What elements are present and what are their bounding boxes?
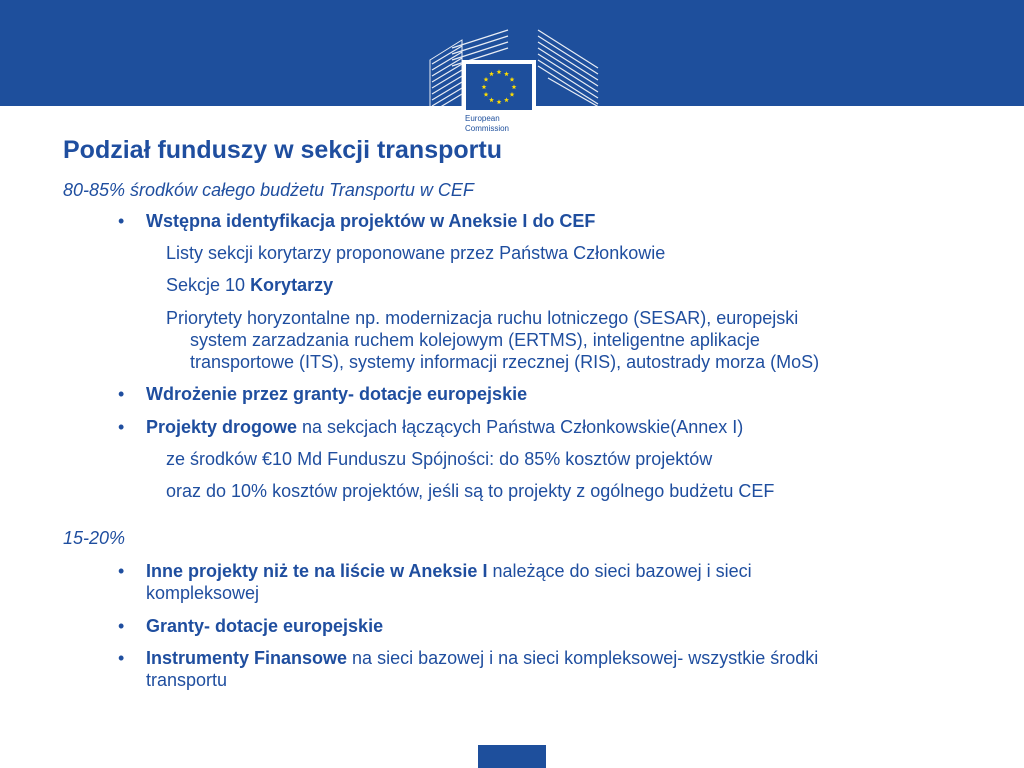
sub-oraz: oraz do 10% kosztów projektów, jeśli są to projekty z ogólnego budżetu CEF	[166, 481, 775, 501]
subtitle-15-20: 15-20%	[63, 528, 126, 548]
ec-logo-line1: European	[465, 114, 500, 123]
bullet-dot: •	[118, 211, 125, 231]
sub-sekcje-bold: Korytarzy	[250, 275, 334, 295]
bottom-eu-flag	[478, 745, 546, 768]
sub-priorytety	[166, 307, 966, 373]
ec-logo-text	[465, 114, 509, 134]
sub-listy: Listy sekcji korytarzy proponowane przez Państwa Członkowie	[166, 243, 666, 263]
bullet-text	[146, 647, 818, 691]
bullet-line2: transportu	[146, 670, 228, 690]
bullet-text: Granty- dotacje europejskie	[146, 616, 384, 636]
bullet-text	[146, 560, 752, 604]
bullet-rest: na sekcjach łączących Państwa Członkowskie(Annex I)	[297, 417, 744, 437]
sub-priorytety-line1: Priorytety horyzontalne np. modernizacja ruchu lotniczego (SESAR), europejski	[166, 308, 799, 328]
bullet-rest: należące do sieci bazowej i sieci	[487, 561, 752, 581]
page-title: Podział funduszy w sekcji transportu	[63, 136, 502, 164]
bullet-text: Wdrożenie przez granty- dotacje europejskie	[146, 384, 528, 404]
sub-srodki: ze środków €10 Md Funduszu Spójności: do 85% kosztów projektów	[166, 449, 713, 469]
sub-priorytety-line2: system zarzadzania ruchem kolejowym (ERTMS), inteligentne aplikacje	[190, 330, 760, 350]
bullet-dot: •	[118, 648, 125, 668]
bullet-bold: Inne projekty niż te na liście w Aneksie I	[146, 561, 488, 581]
bullet-text	[146, 416, 743, 438]
bullet-dot: •	[118, 384, 125, 404]
bullet-dot: •	[118, 616, 125, 636]
sub-sekcje-text: Sekcje 10	[166, 275, 251, 295]
bullet-dot: •	[118, 561, 125, 581]
sub-sekcje	[166, 274, 966, 296]
bullet-bold: Projekty drogowe	[146, 417, 298, 437]
bullet-line2: kompleksowej	[146, 583, 260, 603]
bullet-dot: •	[118, 417, 125, 437]
bullet-bold: Instrumenty Finansowe	[146, 648, 348, 668]
bullet-rest: na sieci bazowej i na sieci kompleksowej- wszystkie środki	[347, 648, 819, 668]
sub-priorytety-line3: transportowe (ITS), systemy informacji rzecznej (RIS), autostrady morza (MoS)	[190, 352, 820, 372]
bullet-text: Wstępna identyfikacja projektów w Aneksie I do CEF	[146, 211, 596, 231]
subtitle-80-85: 80-85% środków całego budżetu Transportu w CEF	[63, 180, 474, 200]
ec-logo-line2: Commission	[465, 124, 510, 133]
eu-flag-icon	[466, 64, 532, 110]
